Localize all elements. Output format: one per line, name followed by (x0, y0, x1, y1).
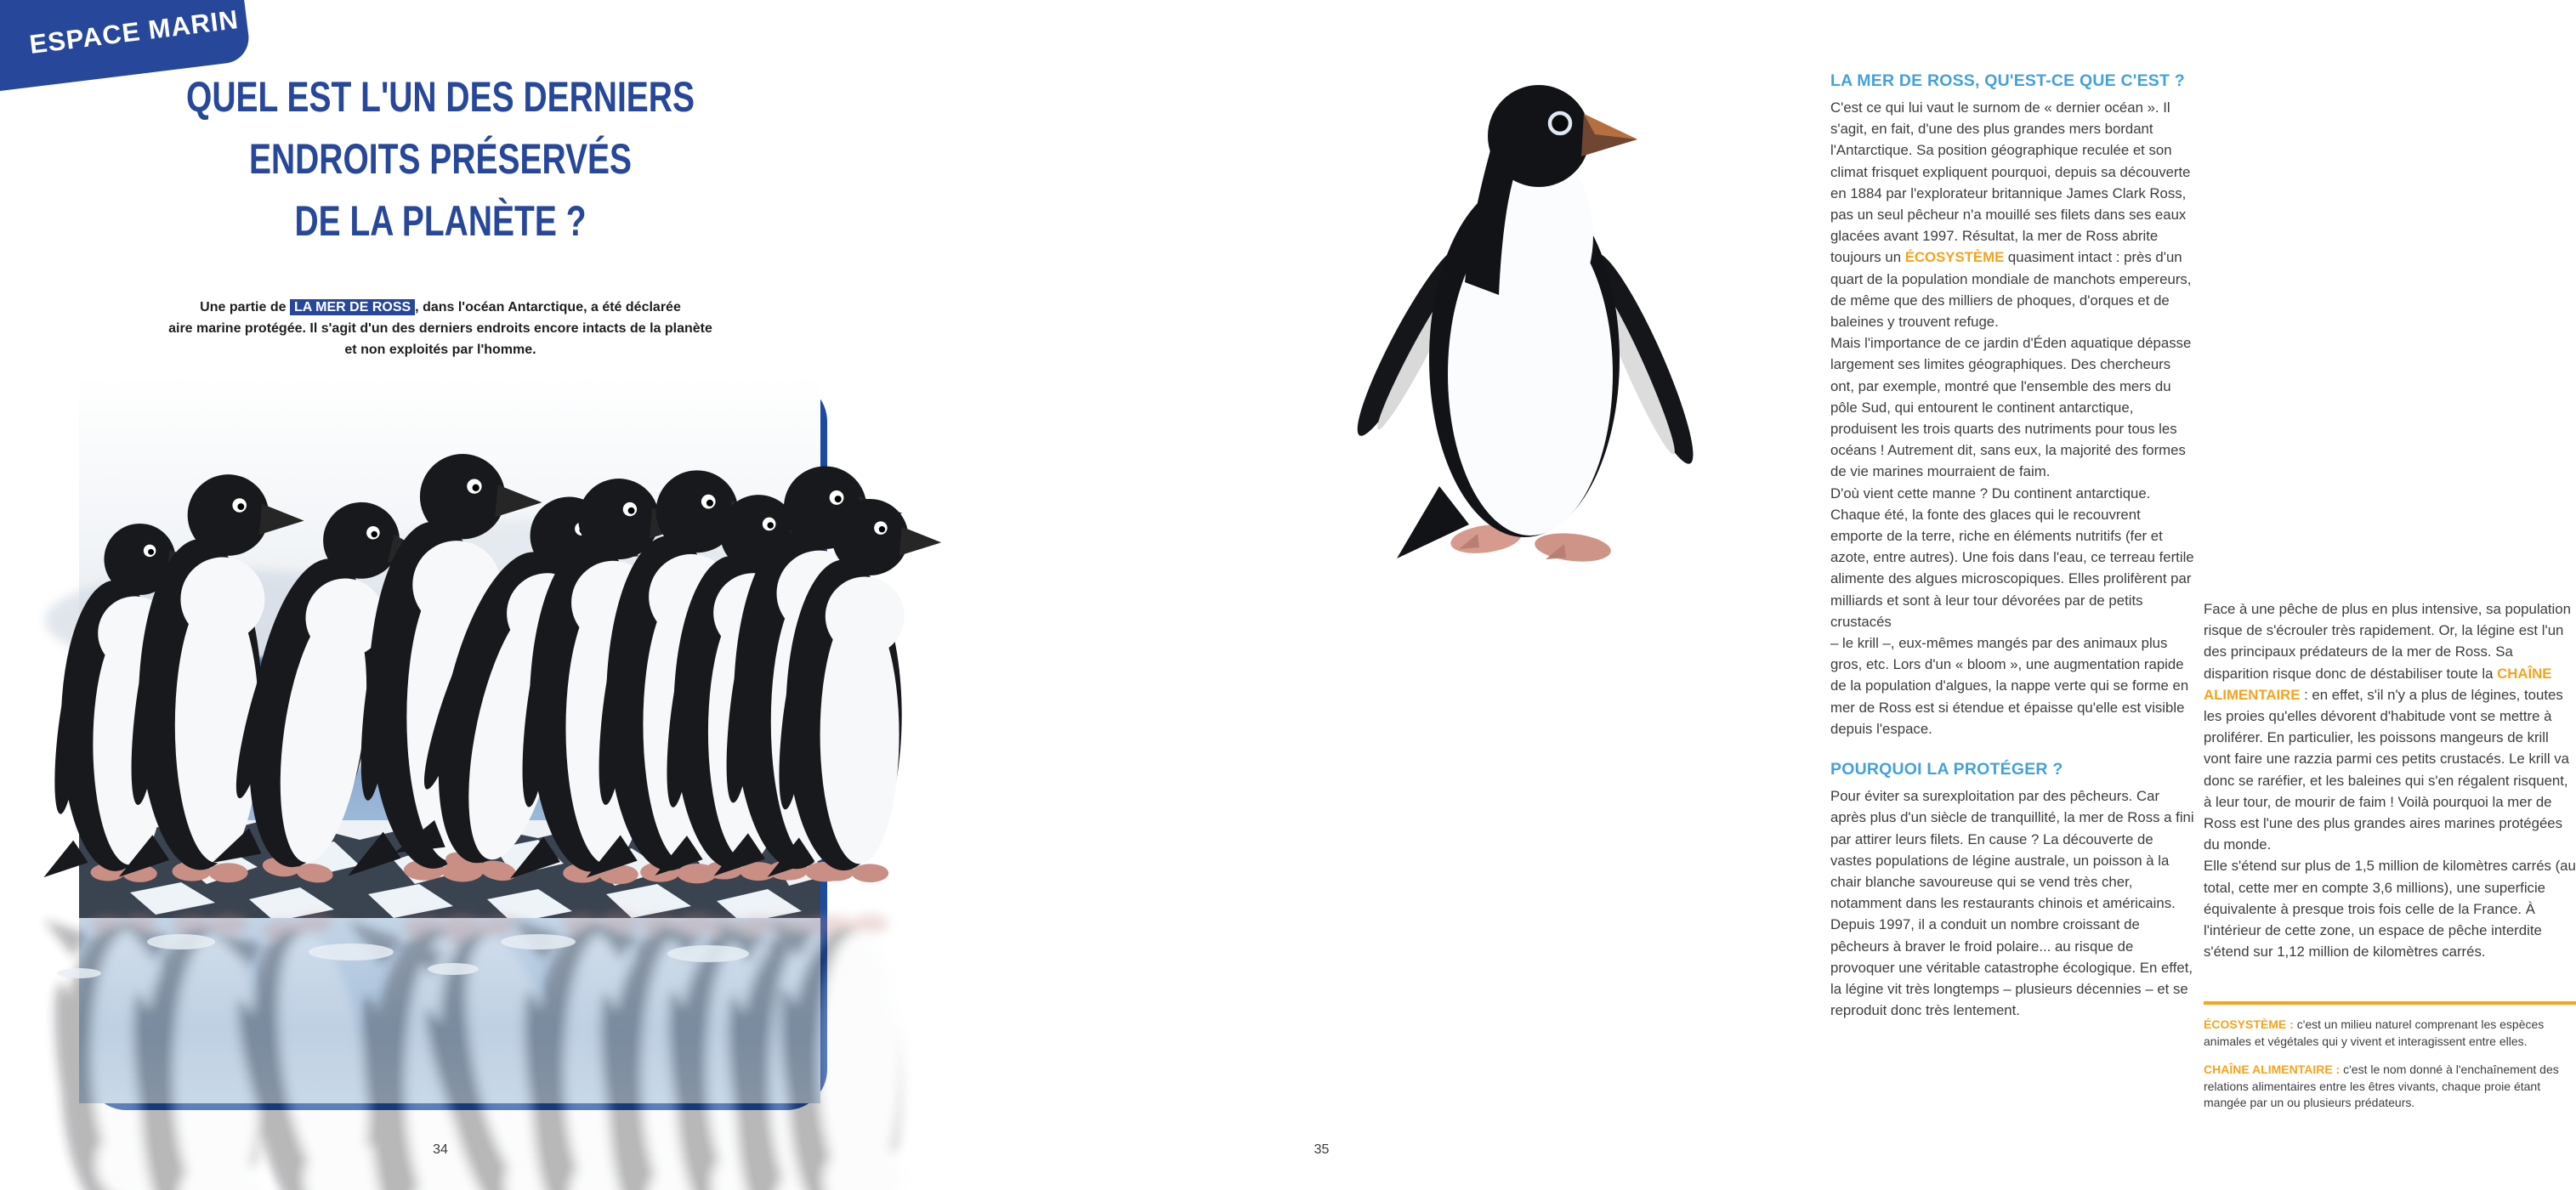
section-1-paragraph (1830, 97, 2196, 740)
highlight-la-mer-de-ross: LA MER DE ROSS (290, 299, 415, 315)
c2-text-a: Face à une pêche de plus en plus intensive, sa population risque de s'écrouler très rapidement. Or, la légine est l'un des principaux prédateurs de la mer de Ross. Sa disparition risque donc de déstabiliser toute la (2204, 601, 2571, 682)
article-column-2 (2204, 598, 2576, 962)
page-left (0, 0, 881, 1190)
page-number-right: 35 (1314, 1142, 1330, 1157)
page-number-left: 34 (433, 1142, 448, 1157)
s1-text-a: C'est ce qui lui vaut le surnom de « dernier océan ». Il s'agit, en fait, d'une des plus grandes mers bordant l'Antarctique. Sa position géographique reculée et son climat frisquet expliquent pourquoi, depuis sa découverte en 1884 par l'explorateur britannique James Clark Ross, pas un seul pêcheur n'a mouillé ses filets dans ses eaux glacées avant 1997. Résultat, la mer de Ross abrite toujours un (1830, 99, 2191, 266)
term-ecosysteme: ÉCOSYSTÈME (1904, 249, 2005, 266)
intro-part-4: et non exploités par l'homme. (344, 343, 536, 357)
column-2-paragraph (2204, 598, 2576, 962)
glossary-def-chaine-alimentaire: c'est le nom donné à l'enchaînement des relations alimentaires entre les êtres vivants, chaque proie étant mangée par un ou plusieurs prédateurs. (2204, 1062, 2559, 1109)
glossary-entry-chaine-alimentaire (2204, 1062, 2576, 1112)
glossary-def-ecosysteme: c'est un milieu naturel comprenant les espèces animales et végétales qui y vivent et interagissent entre elles. (2204, 1017, 2545, 1048)
intro-part-2: , dans l'océan Antarctique, a été déclarée (415, 300, 681, 314)
title-line-2: ENDROITS PRÉSERVÉS (248, 135, 633, 183)
s1-text-c: Mais l'importance de ce jardin d'Éden aquatique dépasse largement ses limites géographiques. Des chercheurs ont, par exemple, montré que l'ensemble des mers du pôle Sud, qui entourent le continent antarctique, produisent les trois quarts des nutriments pour tous les océans ! Autrement dit, sans eux, la majorité des formes de vie marines mourraient de faim. (1830, 335, 2192, 480)
title-line-1: QUEL EST L'UN DES DERNIERS (186, 73, 695, 121)
c2-text-c: Elle s'étend sur plus de 1,5 million de kilomètres carrés (au total, cette mer en compte 3,6 millions), une superficie équivalente à presque trois fois celle de la France. À l'intérieur de cette zone, un espace de pêche interdite s'étend sur 1,12 million de kilomètres carrés. (2204, 858, 2576, 960)
penguin-colony-photo (79, 374, 820, 1103)
adelie-penguin-photo (1350, 61, 1699, 571)
s2-text-b: Depuis 1997, il a conduit un nombre croissant de pêcheurs à braver le froid polaire... au risque de provoquer une véritable catastrophe écologique. En effet, la légine vit très longtemps – plusieurs décennies – et se reproduit donc très lentement. (1830, 916, 2193, 1019)
section-heading-1: LA MER DE ROSS, QU'EST-CE QUE C'EST ? (1830, 71, 2185, 90)
glossary-entry-ecosysteme (2204, 1017, 2576, 1050)
glossary (2204, 1001, 2576, 1124)
c2-text-b: : en effet, s'il n'y a plus de légines, toutes les proies qu'elles dévorent d'habitude vont se mettre à proliférer. En particulier, les poissons mangeurs de krill vont faire une razzia parmi ces petits crustacés. Le krill va donc se raréfier, et les baleines qui s'en régalent risquent, à leur tour, de mourir de faim ! Voilà pourquoi la mer de Ross est l'une des plus grandes aires marines protégées du monde. (2204, 686, 2569, 853)
article-title (97, 66, 784, 252)
article-column-1 (1830, 71, 2196, 1021)
s1-text-b: quasiment intact : près d'un quart de la population mondiale de manchots empereurs, de même que des milliers de phoques, d'orques et de baleines y trouvent refuge. (1830, 249, 2192, 331)
s1-text-d: D'où vient cette manne ? Du continent antarctique. Chaque été, la fonte des glaces qui le recouvrent emporte de la terre, riche en éléments nutritifs (fer et azote, entre autres). Une fois dans l'eau, ce terreau fertile alimente des algues microscopiques. Elles prolifèrent par milliards et sont à leur tour dévorées par de petits crustacés (1830, 484, 2194, 630)
glossary-term-ecosysteme: ÉCOSYSTÈME : (2204, 1017, 2297, 1031)
page-right (881, 0, 2576, 1190)
glossary-term-chaine-alimentaire: CHAÎNE ALIMENTAIRE : (2204, 1062, 2344, 1076)
intro-paragraph (88, 297, 793, 360)
intro-part-3: aire marine protégée. Il s'agit d'un des derniers endroits encore intacts de la planète (168, 321, 712, 336)
title-line-3: DE LA PLANÈTE ? (294, 197, 587, 245)
penguin-colony-illustration (79, 374, 820, 1103)
s2-text-a: Pour éviter sa surexploitation par des pêcheurs. Car après plus d'un siècle de tranquillité, la mer de Ross a fini par attirer leurs filets. En cause ? La découverte de vastes populations de légine australe, un poisson à la chair blanche savoureuse qui se vend très cher, notamment dans les restaurants chinois et américains. (1830, 788, 2194, 912)
section-heading-2: POURQUOI LA PROTÉGER ? (1830, 760, 2063, 779)
section-2-paragraph (1830, 785, 2196, 1021)
badge-label: ESPACE MARIN (27, 4, 241, 60)
s1-text-e: – le krill –, eux-mêmes mangés par des animaux plus gros, etc. Lors d'un « bloom », une augmentation rapide de la population d'algues, la nappe verte qui se forme en mer de Ross est si étendue et épaisse qu'elle est visible depuis l'espace. (1830, 635, 2189, 737)
intro-part-1: Une partie de (200, 300, 290, 314)
term-chaine-alimentaire: CHAÎNE ALIMENTAIRE (2204, 665, 2552, 703)
adelie-penguin-illustration (1345, 85, 1707, 565)
